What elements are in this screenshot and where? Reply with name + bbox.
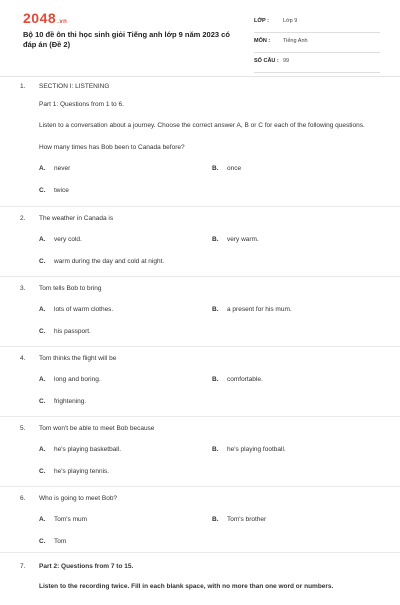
option-text: frightening. (54, 398, 87, 405)
option-letter: B. (212, 516, 219, 523)
meta-label: SỐ CÂU : (254, 58, 279, 64)
question-list (0, 78, 400, 605)
option-letter: C. (39, 187, 46, 194)
option-b[interactable] (212, 305, 292, 315)
question-number: 1. (20, 83, 26, 90)
option-a[interactable] (39, 164, 70, 174)
option-b[interactable] (212, 235, 259, 245)
option-text: twice (54, 187, 69, 194)
option-text: Tom (54, 538, 67, 545)
question-3 (0, 277, 400, 347)
option-text: very cold. (54, 236, 82, 243)
option-letter: A. (39, 236, 46, 243)
option-text: he's playing basketball. (54, 446, 122, 453)
option-text: very warm. (227, 236, 259, 243)
question-2 (0, 207, 400, 277)
option-c[interactable] (39, 327, 91, 337)
option-letter: C. (39, 328, 46, 335)
option-text: lots of warm clothes. (54, 306, 114, 313)
question-7 (0, 553, 400, 605)
option-c[interactable] (39, 397, 86, 407)
meta-row-subject (254, 35, 380, 53)
document-title: Bộ 10 đề ôn thi học sinh giỏi Tiếng anh lớp 9 năm 2023 có đáp án (Đề 2) (23, 30, 230, 49)
option-letter: B. (212, 165, 219, 172)
logo-text: 2048 (23, 10, 57, 26)
option-text: long and boring. (54, 376, 101, 383)
option-b[interactable] (212, 375, 263, 385)
option-a[interactable] (39, 305, 113, 315)
option-letter: C. (39, 538, 46, 545)
option-letter: A. (39, 376, 46, 383)
question-1 (0, 78, 400, 207)
option-text: never (54, 165, 71, 172)
part-heading: Part 1: Questions from 1 to 6. (39, 101, 124, 108)
question-text: How many times has Bob been to Canada before? (39, 144, 185, 151)
meta-value: Tiếng Anh (283, 38, 308, 44)
question-number: 3. (20, 285, 26, 292)
option-letter: C. (39, 258, 46, 265)
question-6 (0, 487, 400, 553)
option-b[interactable] (212, 515, 266, 525)
option-text: warm during the day and cold at night. (54, 258, 165, 265)
question-number: 7. (20, 563, 26, 570)
option-c[interactable] (39, 537, 66, 547)
option-letter: B. (212, 446, 219, 453)
question-number: 6. (20, 495, 26, 502)
option-text: Tom's mum (54, 516, 88, 523)
option-c[interactable] (39, 467, 109, 477)
option-text: comfortable. (227, 376, 263, 383)
meta-value: Lớp 9 (283, 18, 298, 24)
question-text: Tom won't be able to meet Bob because (39, 425, 155, 432)
option-a[interactable] (39, 235, 82, 245)
option-text: he's playing football. (227, 446, 286, 453)
meta-label: MÔN : (254, 38, 271, 44)
question-number: 2. (20, 215, 26, 222)
option-letter: B. (212, 306, 219, 313)
part-heading: Part 2: Questions from 7 to 15. (39, 563, 134, 570)
question-4 (0, 347, 400, 417)
option-b[interactable] (212, 445, 286, 455)
option-text: a present for his mum. (227, 306, 292, 313)
question-5 (0, 417, 400, 487)
option-text: once (227, 165, 242, 172)
option-letter: A. (39, 165, 46, 172)
question-number: 5. (20, 425, 26, 432)
option-letter: C. (39, 468, 46, 475)
question-text: The weather in Canada is (39, 215, 114, 222)
question-text: Who is going to meet Bob? (39, 495, 118, 502)
option-letter: A. (39, 306, 46, 313)
option-letter: C. (39, 398, 46, 405)
page-header (0, 0, 400, 76)
logo-suffix: .vn (57, 19, 68, 25)
option-c[interactable] (39, 257, 164, 267)
header-divider (0, 76, 400, 77)
option-text: he's playing tennis. (54, 468, 110, 475)
option-letter: B. (212, 376, 219, 383)
meta-row-count (254, 55, 380, 73)
site-logo[interactable] (23, 10, 67, 26)
option-letter: A. (39, 446, 46, 453)
question-text: Tom tells Bob to bring (39, 285, 102, 292)
option-text: Tom's brother (227, 516, 267, 523)
meta-value: 99 (283, 58, 290, 64)
option-a[interactable] (39, 445, 121, 455)
meta-label: LỚP : (254, 18, 269, 24)
option-a[interactable] (39, 375, 101, 385)
instruction-text: Listen to a conversation about a journey. Choose the correct answer A, B or C for each of the following questions. (39, 122, 365, 129)
option-a[interactable] (39, 515, 87, 525)
option-b[interactable] (212, 164, 241, 174)
option-letter: B. (212, 236, 219, 243)
section-heading: SECTION I: LISTENING (39, 83, 110, 90)
question-number: 4. (20, 355, 26, 362)
option-letter: A. (39, 516, 46, 523)
instruction-text: Listen to the recording twice. Fill in each blank space, with no more than one word or numbers. (39, 583, 334, 590)
meta-row-class (254, 15, 380, 33)
option-text: his passport. (54, 328, 91, 335)
option-c[interactable] (39, 186, 69, 196)
document-meta (254, 15, 380, 75)
question-text: Tom thinks the flight will be (39, 355, 117, 362)
